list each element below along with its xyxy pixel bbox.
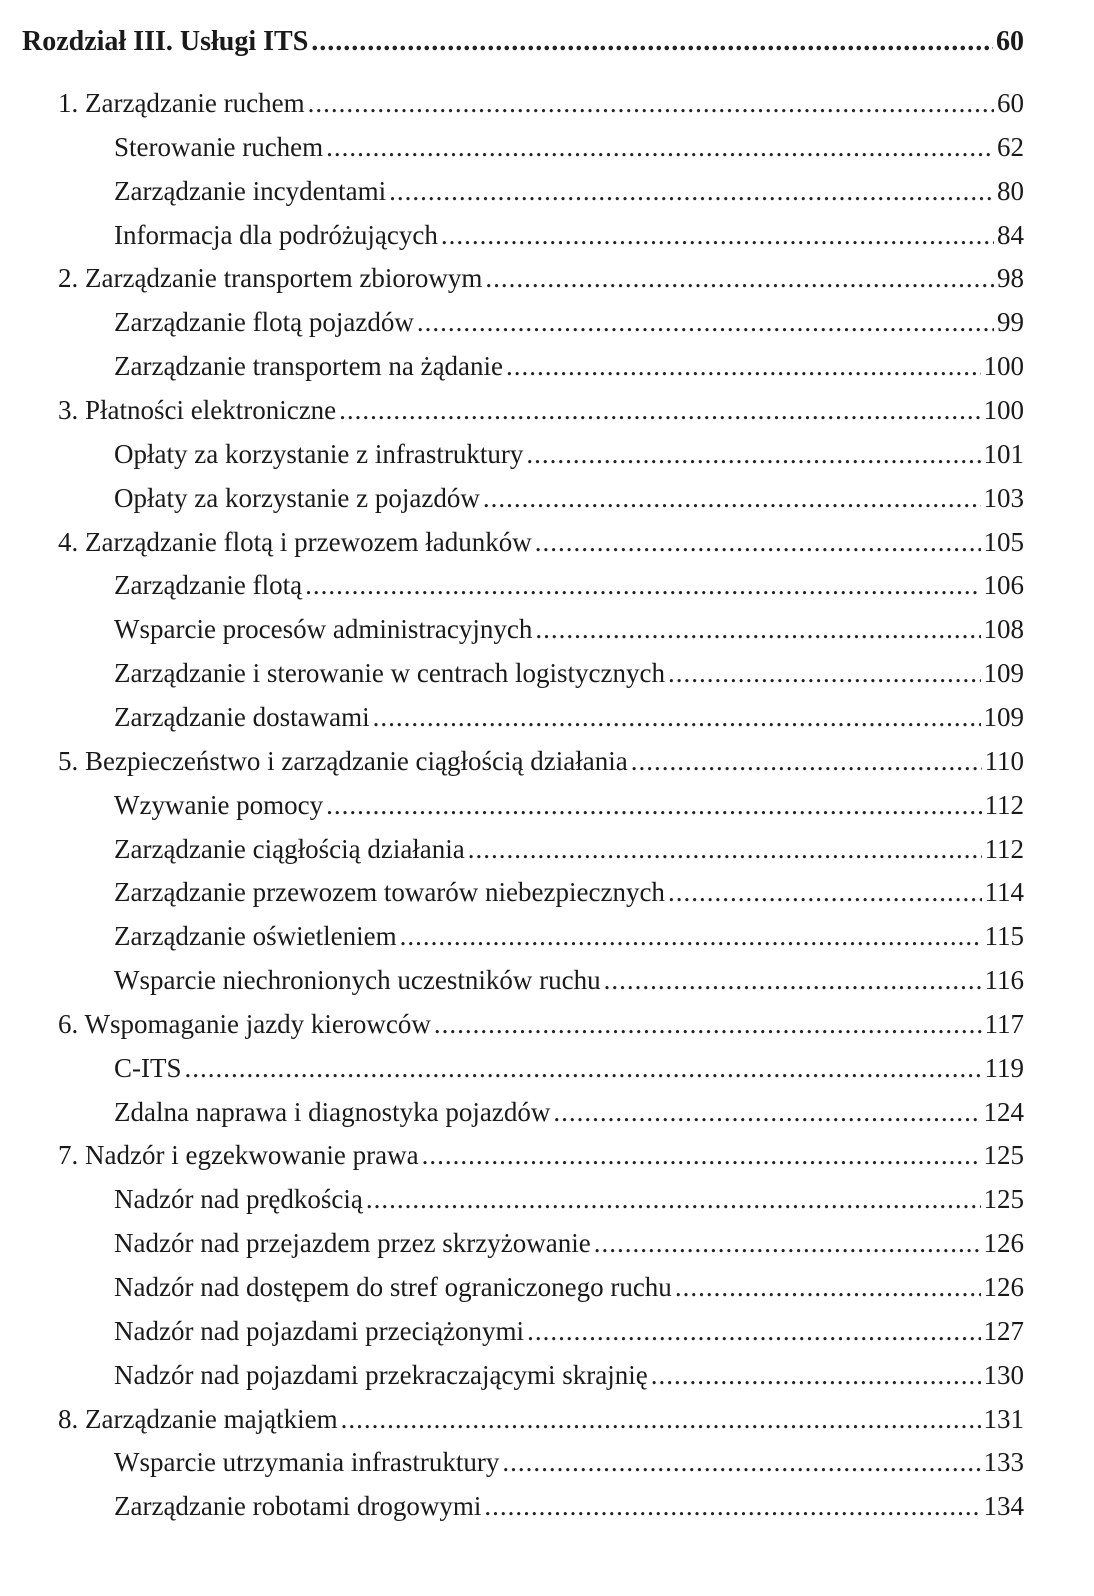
entry-title: Zdalna naprawa i diagnostyka pojazdów [114, 1096, 551, 1127]
toc-subsection-entry [114, 1360, 1024, 1400]
entry-page-number: 131 [983, 1403, 1024, 1434]
entry-title: Nadzór nad dostępem do stref ograniczonego ruchu [114, 1272, 672, 1302]
entry-title: Opłaty za korzystanie z pojazdów [114, 482, 480, 513]
toc-subsection-entry [114, 176, 1024, 216]
toc-subsection-entry [114, 1184, 1024, 1224]
entry-page-number: 98 [997, 263, 1024, 294]
dot-leader [400, 921, 982, 952]
toc-subsection-entry [114, 877, 1024, 917]
toc-subsection-entry [114, 1097, 1024, 1137]
toc-subsection-entry [114, 483, 1024, 523]
entry-title: Wzywanie pomocy [114, 789, 324, 820]
entry-title: Nadzór nad prędkością [114, 1184, 363, 1215]
toc-subsection-entry [114, 614, 1024, 654]
entry-page-number: 84 [997, 219, 1024, 250]
toc-subsection-entry [114, 132, 1024, 172]
entry-title: Nadzór nad przejazdem przez skrzyżowanie [114, 1228, 591, 1259]
toc-subsection-entry [114, 921, 1024, 961]
entry-title: Zarządzanie i sterowanie w centrach logistycznych [114, 658, 665, 689]
entry-page-number: 134 [983, 1491, 1024, 1522]
dot-leader [373, 702, 981, 733]
entry-page-number: 116 [984, 965, 1024, 995]
entry-title: 3. Płatności elektroniczne [58, 394, 337, 425]
toc-subsection-entry [114, 1053, 1024, 1093]
dot-leader [631, 746, 982, 777]
entry-page-number: 62 [997, 131, 1024, 162]
dot-leader [506, 351, 980, 382]
entry-title: C-ITS [114, 1052, 182, 1083]
entry-title: Zarządzanie robotami drogowymi [114, 1491, 482, 1522]
toc-subsection-entry [114, 658, 1024, 698]
toc-subsection-entry [114, 1447, 1024, 1487]
toc-subsection-entry [114, 1316, 1024, 1356]
dot-leader [483, 483, 981, 514]
entry-page-number: 101 [983, 438, 1024, 469]
dot-leader [526, 439, 980, 470]
entry-title: 5. Bezpieczeństwo i zarządzanie ciągłością działania [58, 745, 628, 776]
toc-subsection-entry [114, 702, 1024, 742]
entry-title: Zarządzanie flotą pojazdów [114, 307, 414, 338]
dot-leader [668, 877, 982, 908]
entry-title: Wsparcie procesów administracyjnych [114, 614, 533, 645]
dot-leader [651, 1360, 981, 1391]
entry-title: 1. Zarządzanie ruchem [58, 88, 305, 118]
dot-leader [604, 965, 982, 996]
entry-title: Wsparcie utrzymania infrastruktury [114, 1447, 500, 1478]
entry-page-number: 112 [984, 789, 1024, 820]
entry-page-number: 80 [997, 175, 1024, 206]
entry-page-number: 115 [984, 921, 1024, 952]
dot-leader [485, 263, 994, 294]
chapter-page-number: 60 [996, 26, 1024, 57]
entry-title: Zarządzanie dostawami [114, 701, 370, 732]
toc-subsection-entry [114, 1272, 1024, 1312]
toc-subsection-entry [114, 307, 1024, 347]
dot-leader [326, 132, 994, 163]
entry-title: Zarządzanie oświetleniem [114, 921, 397, 952]
entry-title: Zarządzanie flotą [114, 570, 303, 601]
entry-page-number: 119 [984, 1052, 1024, 1083]
entry-page-number: 105 [983, 526, 1024, 557]
toc-section-entry [58, 263, 1024, 303]
toc-section-entry [58, 88, 1024, 128]
entry-title: Zarządzanie transportem na żądanie [114, 351, 504, 382]
entry-title: Zarządzanie przewozem towarów niebezpiecznych [114, 877, 665, 908]
dot-leader [366, 1184, 981, 1215]
entry-page-number: 127 [983, 1315, 1024, 1346]
toc-section-entry [58, 395, 1024, 435]
entry-title: Sterowanie ruchem [114, 131, 324, 162]
toc-subsection-entry [114, 351, 1024, 391]
entry-title: 2. Zarządzanie transportem zbiorowym [58, 263, 483, 294]
entry-page-number: 125 [983, 1140, 1024, 1171]
dot-leader [326, 790, 981, 821]
entry-page-number: 125 [983, 1184, 1024, 1215]
entry-title: 4. Zarządzanie flotą i przewozem ładunków [58, 526, 532, 557]
dot-leader [553, 1097, 980, 1128]
chapter-title: Rozdział III. Usługi ITS [22, 26, 309, 57]
dot-leader [441, 220, 994, 251]
dot-leader [594, 1228, 981, 1259]
entry-title: Opłaty za korzystanie z infrastruktury [114, 438, 524, 469]
entry-page-number: 103 [983, 482, 1024, 513]
toc-subsection-entry [114, 1228, 1024, 1268]
dot-leader [468, 834, 982, 865]
dot-leader [668, 658, 981, 689]
dot-leader [675, 1272, 981, 1303]
entry-page-number: 133 [983, 1447, 1024, 1478]
toc-section-entry [58, 1009, 1024, 1049]
toc-subsection-entry [114, 834, 1024, 874]
dot-leader [484, 1491, 980, 1522]
dot-leader [535, 614, 980, 645]
toc-subsection-entry [114, 1491, 1024, 1531]
entry-title: Informacja dla podróżujących [114, 219, 438, 250]
dot-leader [389, 176, 994, 207]
dot-leader [311, 26, 993, 58]
entry-title: Zarządzanie incydentami [114, 175, 387, 206]
entry-page-number: 100 [983, 394, 1024, 425]
entry-page-number: 114 [984, 877, 1024, 908]
entry-page-number: 110 [984, 745, 1024, 776]
dot-leader [185, 1053, 982, 1084]
dot-leader [527, 1316, 980, 1347]
dot-leader [417, 307, 994, 338]
entry-page-number: 106 [983, 570, 1024, 601]
dot-leader [422, 1140, 981, 1171]
entry-page-number: 108 [983, 614, 1024, 645]
entry-page-number: 60 [997, 88, 1024, 118]
dot-leader [308, 88, 994, 119]
entry-title: 6. Wspomaganie jazdy kierowców [58, 1008, 431, 1039]
dot-leader [502, 1447, 980, 1478]
toc-section-entry [58, 1140, 1024, 1180]
dot-leader [341, 1404, 981, 1435]
toc-subsection-entry [114, 220, 1024, 260]
entry-page-number: 109 [983, 701, 1024, 732]
entry-title: 7. Nadzór i egzekwowanie prawa [58, 1140, 419, 1171]
dot-leader [535, 527, 981, 558]
entry-title: Wsparcie niechronionych uczestników ruchu [114, 965, 601, 995]
entry-page-number: 117 [984, 1008, 1024, 1039]
entry-page-number: 112 [984, 833, 1024, 864]
entry-page-number: 109 [983, 658, 1024, 689]
entry-title: Zarządzanie ciągłością działania [114, 833, 465, 864]
dot-leader [339, 395, 980, 426]
entry-page-number: 124 [983, 1096, 1024, 1127]
entry-page-number: 100 [983, 351, 1024, 382]
toc-section-entry [58, 527, 1024, 567]
entry-title: Nadzór nad pojazdami przekraczającymi skrajnię [114, 1359, 648, 1390]
toc-subsection-entry [114, 790, 1024, 830]
dot-leader [305, 570, 980, 601]
entry-page-number: 99 [997, 307, 1024, 338]
toc-section-entry [58, 1404, 1024, 1444]
entry-page-number: 126 [983, 1272, 1024, 1302]
entry-page-number: 126 [983, 1228, 1024, 1259]
dot-leader [434, 1009, 982, 1040]
toc-section-entry [58, 746, 1024, 786]
toc-subsection-entry [114, 570, 1024, 610]
chapter-heading [22, 26, 1024, 66]
entry-page-number: 130 [983, 1359, 1024, 1390]
toc-subsection-entry [114, 965, 1024, 1005]
toc-subsection-entry [114, 439, 1024, 479]
entry-title: 8. Zarządzanie majątkiem [58, 1403, 338, 1434]
entry-title: Nadzór nad pojazdami przeciążonymi [114, 1315, 525, 1346]
